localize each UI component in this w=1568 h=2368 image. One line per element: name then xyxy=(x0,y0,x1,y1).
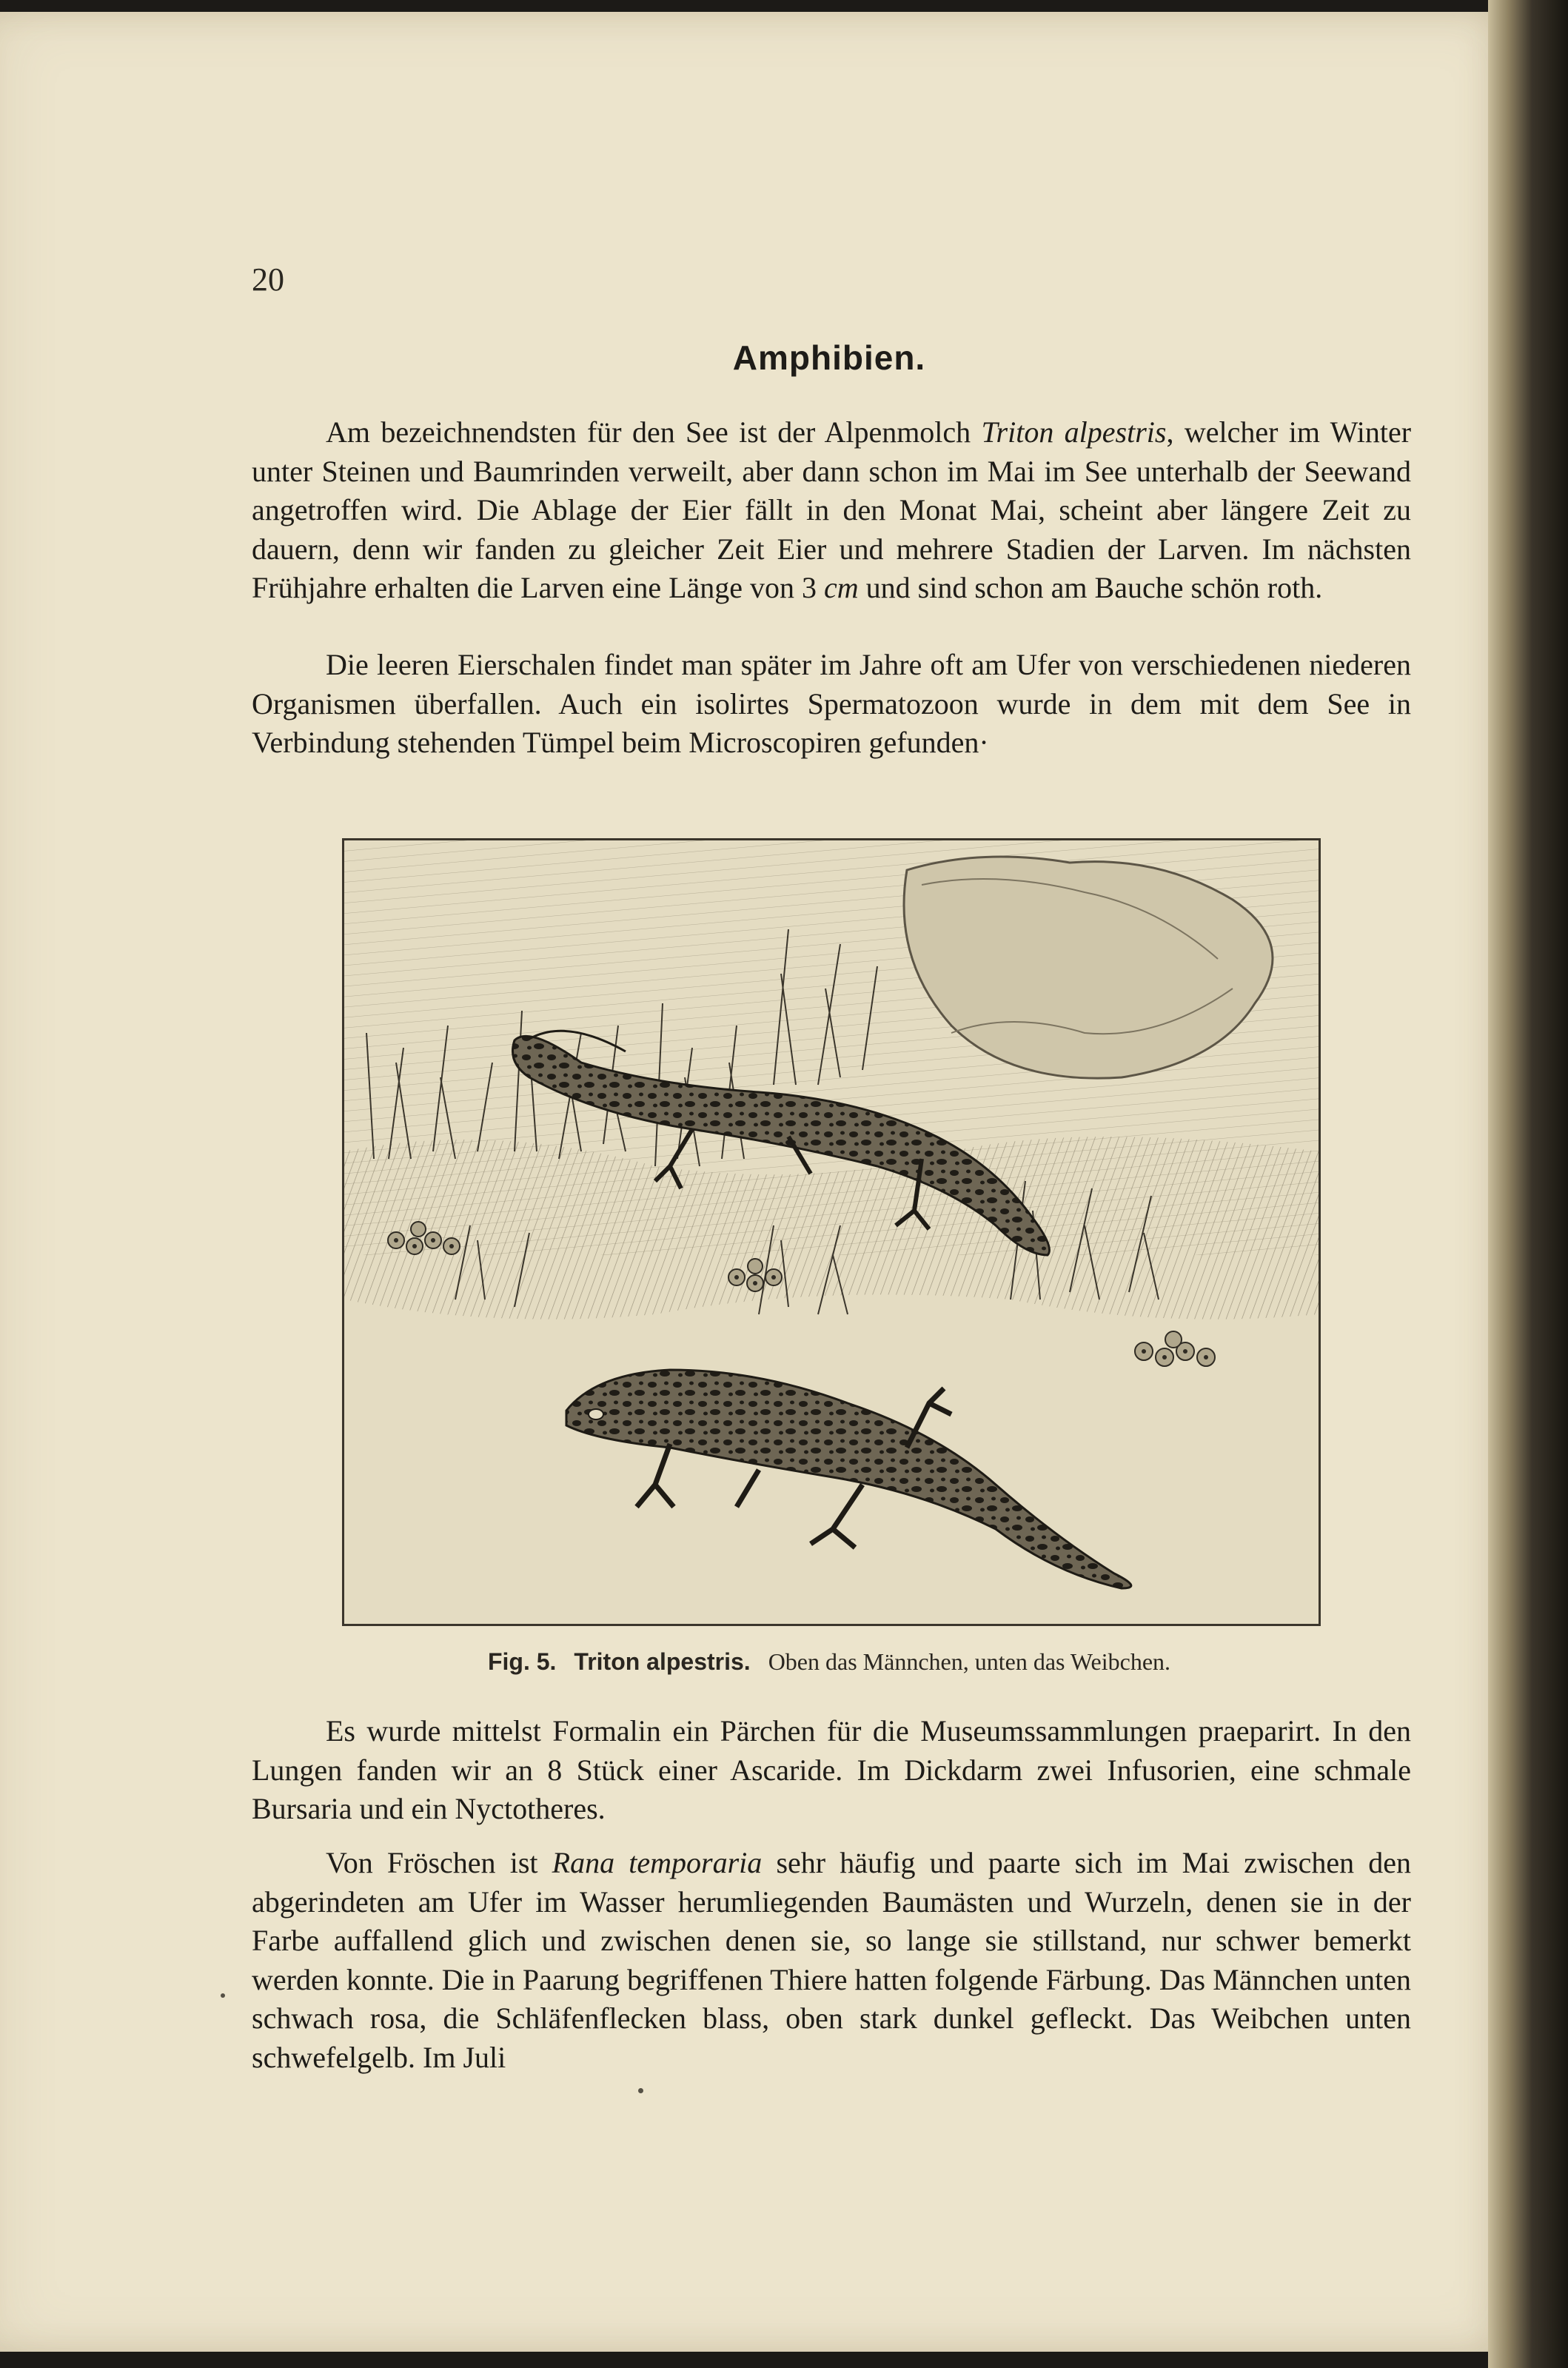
p2-text: Die leeren Eierschalen findet man später im Jahre oft am Ufer von verschiedenen niederen Organismen überfallen. Auch ein isolirtes Spermatozoon wurde in dem mit dem See in Verbindung stehenden Tümpel beim Microscopiren gefunden· xyxy=(252,648,1411,759)
p4-text-a: Von Fröschen ist xyxy=(326,1846,552,1879)
ink-speck xyxy=(221,1993,225,1998)
p4-species: Rana temporaria xyxy=(552,1846,763,1879)
paragraph-egg-shells xyxy=(252,646,1411,763)
p1-text-b: , welcher im Winter unter Steinen und Baumrinden verweilt, aber dann schon im Mai im See unterhalb der Seewand angetroffen wird. Die Ablage der Eier fällt in den Monat Mai, scheint aber längere Zeit zu dauern, denn wir fanden zu gleicher Zeit Eier und mehrere Stadien der Larven. Im nächsten Frühjahre erhalten die Larven eine Länge von 3 xyxy=(252,415,1412,604)
ink-speck xyxy=(638,2088,643,2093)
page-number: 20 xyxy=(252,261,284,298)
figure-species: Triton alpestris. xyxy=(574,1648,751,1675)
newt-engraving xyxy=(344,840,1319,1624)
p1-text-c: und sind schon am Bauche schön roth. xyxy=(858,571,1323,604)
paragraph-preparation xyxy=(252,1712,1411,1829)
p1-species: Triton alpestris xyxy=(981,415,1167,449)
p1-text-a: Am bezeichnendsten für den See ist der Alpenmolch xyxy=(326,415,982,449)
figure-caption xyxy=(0,1648,1568,1676)
paragraph-alpine-newt xyxy=(252,413,1411,608)
figure-label: Fig. 5. xyxy=(487,1648,557,1675)
section-title: Amphibien. xyxy=(732,338,926,377)
p4-text-b: sehr häufig und paarte sich im Mai zwischen den abgerindeten am Ufer im Wasser herumliegenden Baumästen und Wurzeln, denen sie in der Farbe auffallend glich und zwischen denen sie, so lange sie stillstand, nur schwer bemerkt werden konnte. Die in Paarung begriffenen Thiere hatten folgende Färbung. Das Männchen unten schwach rosa, die Schläfenflecken blass, oben stark dunkel gefleckt. Das Weibchen unten schwefelgelb. Im Juli xyxy=(252,1846,1411,2074)
figure-description: Oben das Männchen, unten das Weibchen. xyxy=(768,1648,1171,1675)
paragraph-common-frog xyxy=(252,1844,1411,2077)
p3-text: Es wurde mittelst Formalin ein Pärchen für die Museumssammlungen praeparirt. In den Lungen fanden wir an 8 Stück einer Ascaride. Im Dickdarm zwei Infusorien, eine schmale Bursaria und ein Nyctotheres. xyxy=(252,1714,1411,1825)
figure-newt-illustration xyxy=(342,838,1321,1626)
p1-unit: cm xyxy=(824,571,859,604)
